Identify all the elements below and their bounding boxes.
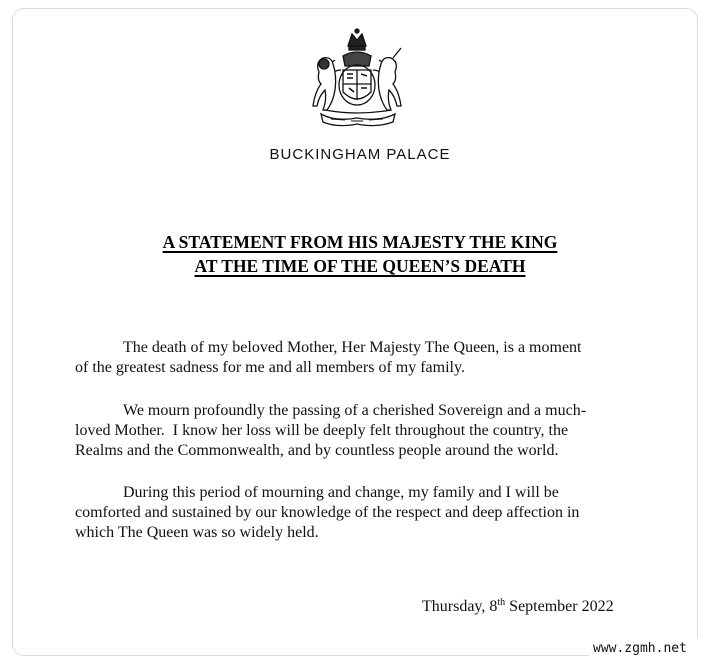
statement-title-line-1: A STATEMENT FROM HIS MAJESTY THE KING (162, 232, 558, 252)
paragraph-line: We mourn profoundly the passing of a cherished Sovereign and a much- (123, 402, 587, 419)
paragraph-2 (75, 401, 645, 461)
site-watermark: www.zgmh.net (589, 638, 713, 660)
paragraph-line: comforted and sustained by our knowledge of the respect and deep affection in (75, 504, 580, 521)
paragraph-1 (75, 338, 645, 378)
date-rest: September 2022 (505, 598, 614, 615)
paragraph-line: During this period of mourning and change, my family and I will be (123, 484, 559, 501)
date-ordinal: th (497, 597, 506, 608)
paragraph-3 (75, 483, 645, 543)
statement-title-line-2: AT THE TIME OF THE QUEEN’S DEATH (194, 256, 526, 276)
paragraph-line: which The Queen was so widely held. (75, 524, 319, 541)
paragraph-line: Realms and the Commonwealth, and by countless people around the world. (75, 442, 559, 459)
paragraph-line: loved Mother. I know her loss will be deeply felt throughout the country, the (75, 422, 569, 439)
date-day: Thursday, 8 (422, 598, 498, 615)
paragraph-line: of the greatest sadness for me and all members of my family. (75, 359, 465, 376)
paragraph-line: The death of my beloved Mother, Her Majesty The Queen, is a moment (123, 339, 582, 356)
statement-date (422, 598, 614, 616)
royal-coat-of-arms-icon (305, 26, 410, 130)
palace-name: BUCKINGHAM PALACE (269, 146, 451, 163)
